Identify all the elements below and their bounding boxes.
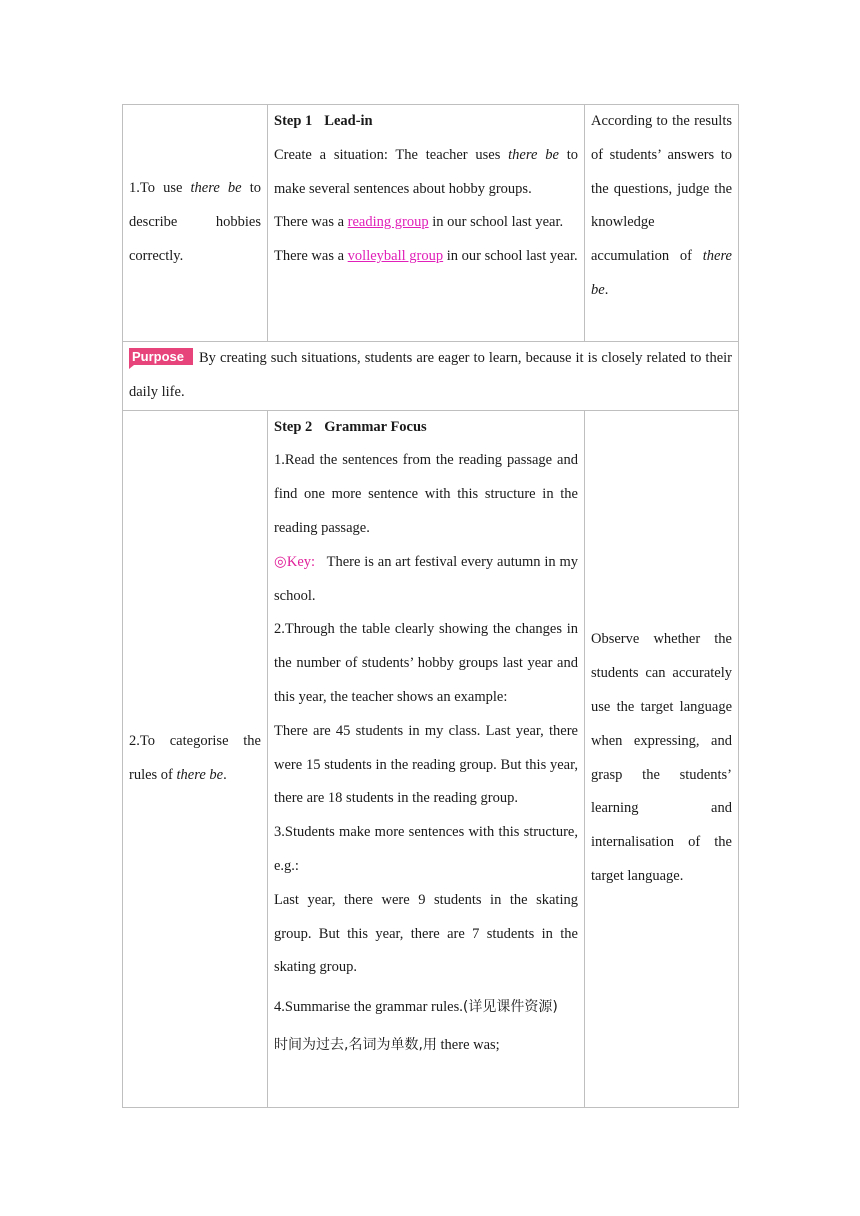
lesson-plan-table xyxy=(122,104,739,1108)
procedure-text: 3.Students make more sentences with this structure, e.g.: xyxy=(274,824,578,874)
key-label: ◎Key: xyxy=(274,553,316,570)
purpose-badge: Purpose xyxy=(129,348,193,365)
procedure-text: Create a situation: The teacher uses there be to make several sentences about hobby groups. xyxy=(274,146,578,197)
procedure-cell xyxy=(268,410,585,1107)
objective-text: to describe hobbies correctly. xyxy=(129,180,261,264)
objective-text: 1.To use xyxy=(129,180,191,197)
procedure-cell xyxy=(268,105,585,342)
objective-text: 2.To categorise the rules of xyxy=(129,732,261,783)
resource-note: (详见课件资源) xyxy=(462,999,558,1016)
grammar-term: there be xyxy=(176,766,224,783)
example-sentence: There are 45 students in my class. Last year, there were 15 students in the reading group. But this year, there are 18 students in the reading group. xyxy=(274,722,578,807)
procedure-text: 1.Read the sentences from the reading passage and find one more sentence with this structure in the reading passage. xyxy=(274,452,578,536)
grammar-rule: 时间为过去,名词为单数,用 there was; xyxy=(274,1036,500,1053)
reading-group-link[interactable]: reading group xyxy=(347,214,429,231)
purpose-text: By creating such situations, students are eager to learn, because it is closely related to their daily life. xyxy=(129,350,732,400)
grammar-term: there be xyxy=(508,146,559,163)
grammar-term: there be xyxy=(591,248,732,298)
step-label: Step 1 xyxy=(274,113,313,129)
step-heading xyxy=(274,105,578,139)
step-label: Step 2 xyxy=(274,418,313,435)
procedure-text: 2.Through the table clearly showing the changes in the number of students’ hobby groups last year and this year, the teacher shows an example: xyxy=(274,621,578,705)
key-answer xyxy=(274,546,578,614)
assessment-text: According to the results of students’ answers to the questions, judge the knowledge accumulation of xyxy=(591,113,732,265)
step-title: Grammar Focus xyxy=(324,418,427,435)
assessment-cell xyxy=(585,410,739,1107)
grammar-term: there be xyxy=(190,180,242,197)
table-row xyxy=(123,105,739,342)
purpose-row xyxy=(123,342,739,411)
volleyball-group-link[interactable]: volleyball group xyxy=(347,248,444,265)
step-heading xyxy=(274,411,578,445)
objective-cell xyxy=(123,105,268,342)
example-sentence: Last year, there were 9 students in the skating group. But this year, there are 7 students in the skating group. xyxy=(274,891,578,976)
assessment-cell: According to the results of students’ answers to the questions, judge the knowledge accumulation of there be. xyxy=(585,105,739,342)
table-row xyxy=(123,410,739,1107)
example-sentence: There was a reading group in our school last year. xyxy=(274,214,564,231)
example-sentence: There was a volleyball group in our school last year. xyxy=(274,248,578,265)
procedure-text: 4.Summarise the grammar rules.(详见课件资源) xyxy=(274,999,558,1016)
key-text: There is an art festival every autumn in my school. xyxy=(274,553,579,604)
objective-cell: 2.To categorise the rules of there be. xyxy=(123,410,268,1107)
step-title: Lead-in xyxy=(324,113,373,129)
purpose-cell xyxy=(123,342,739,411)
assessment-text: Observe whether the students can accurately use the target language when expressing, and grasp the students’ learning and internalisation of the target language. xyxy=(591,631,732,884)
